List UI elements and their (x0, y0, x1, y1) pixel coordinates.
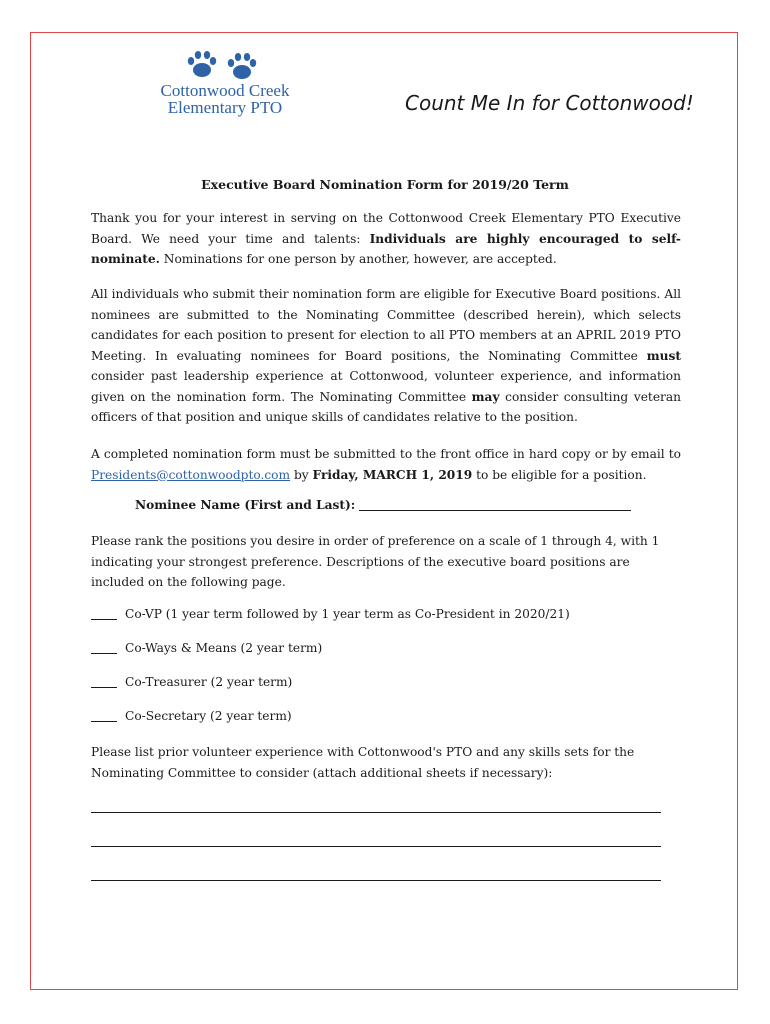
position-label: Co-VP (1 year term followed by 1 year term as Co-President in 2020/21) (125, 607, 570, 621)
rank-field[interactable] (91, 607, 117, 620)
intro-text: Thank you for your interest in serving on the Cottonwood Creek Elementary PTO Executive Board. We need your time and talents: (91, 211, 681, 246)
position-label: Co-Ways & Means (2 year term) (125, 641, 323, 655)
tagline: Count Me In for Cottonwood! (405, 91, 694, 115)
eligibility-text-2: consider past leadership experience at Cottonwood, volunteer experience, and information given on the nomination form. The Nominating Committee (91, 369, 681, 404)
submission-text-3: to be eligible for a position. (472, 467, 647, 482)
submission-paragraph (91, 444, 681, 485)
logo-text-line1: Cottonwood Creek (160, 81, 290, 100)
eligibility-paragraph (91, 284, 681, 428)
eligibility-text-3: consider consulting veteran officers of that position and unique skills of candidates relative to the position. (91, 389, 681, 424)
nominee-name-row (135, 498, 631, 512)
pto-logo (140, 48, 310, 120)
eligibility-may: may (471, 389, 500, 404)
intro-tail: Nominations for one person by another, however, are accepted. (159, 252, 557, 266)
position-label: Co-Treasurer (2 year term) (125, 675, 293, 689)
logo-text-line2: Elementary PTO (167, 98, 283, 117)
nominee-name-field[interactable] (359, 498, 631, 511)
intro-paragraph (91, 208, 681, 270)
eligibility-must: must (646, 348, 681, 363)
experience-prompt: Please list prior volunteer experience with Cottonwood's PTO and any skills sets for the Nominating Committee to consider (attach additional sheets if necessary): (91, 745, 635, 780)
eligibility-text-1: All individuals who submit their nomination form are eligible for Executive Board positions. All nominees are submitted to the Nominating Committee (described herein), which selects candidates for each position to present for election to all PTO members at an APRIL 2019 PTO Meeting. In evaluating nominees for Board positions, the Nominating Committee (91, 287, 681, 363)
position-rank-row (91, 675, 292, 689)
rank-field[interactable] (91, 641, 117, 654)
paw-prints-icon (180, 48, 270, 82)
rank-instructions: Please rank the positions you desire in order of preference on a scale of 1 through 4, with 1 indicating your strongest preference. Descriptions of the executive board positions are included on the following page. (91, 534, 660, 589)
intro-emphasis: Individuals are highly encouraged to self-nominate. (91, 231, 681, 266)
rank-field[interactable] (91, 709, 117, 722)
rank-field[interactable] (91, 675, 117, 688)
submission-deadline: Friday, MARCH 1, 2019 (312, 467, 473, 482)
position-label: Co-Secretary (2 year term) (125, 709, 292, 723)
nominee-name-label: Nominee Name (First and Last): (135, 498, 356, 512)
email-link[interactable]: Presidents@cottonwoodpto.com (91, 467, 291, 482)
position-rank-row (91, 709, 292, 723)
experience-line[interactable] (91, 846, 661, 847)
position-rank-row (91, 641, 322, 655)
position-rank-row (91, 607, 570, 621)
experience-line[interactable] (91, 812, 661, 813)
experience-line[interactable] (91, 880, 661, 881)
submission-text-2: by (290, 467, 313, 482)
submission-text-1: A completed nomination form must be submitted to the front office in hard copy or by email to (91, 447, 681, 461)
document-title: Executive Board Nomination Form for 2019/20 Term (201, 177, 569, 192)
